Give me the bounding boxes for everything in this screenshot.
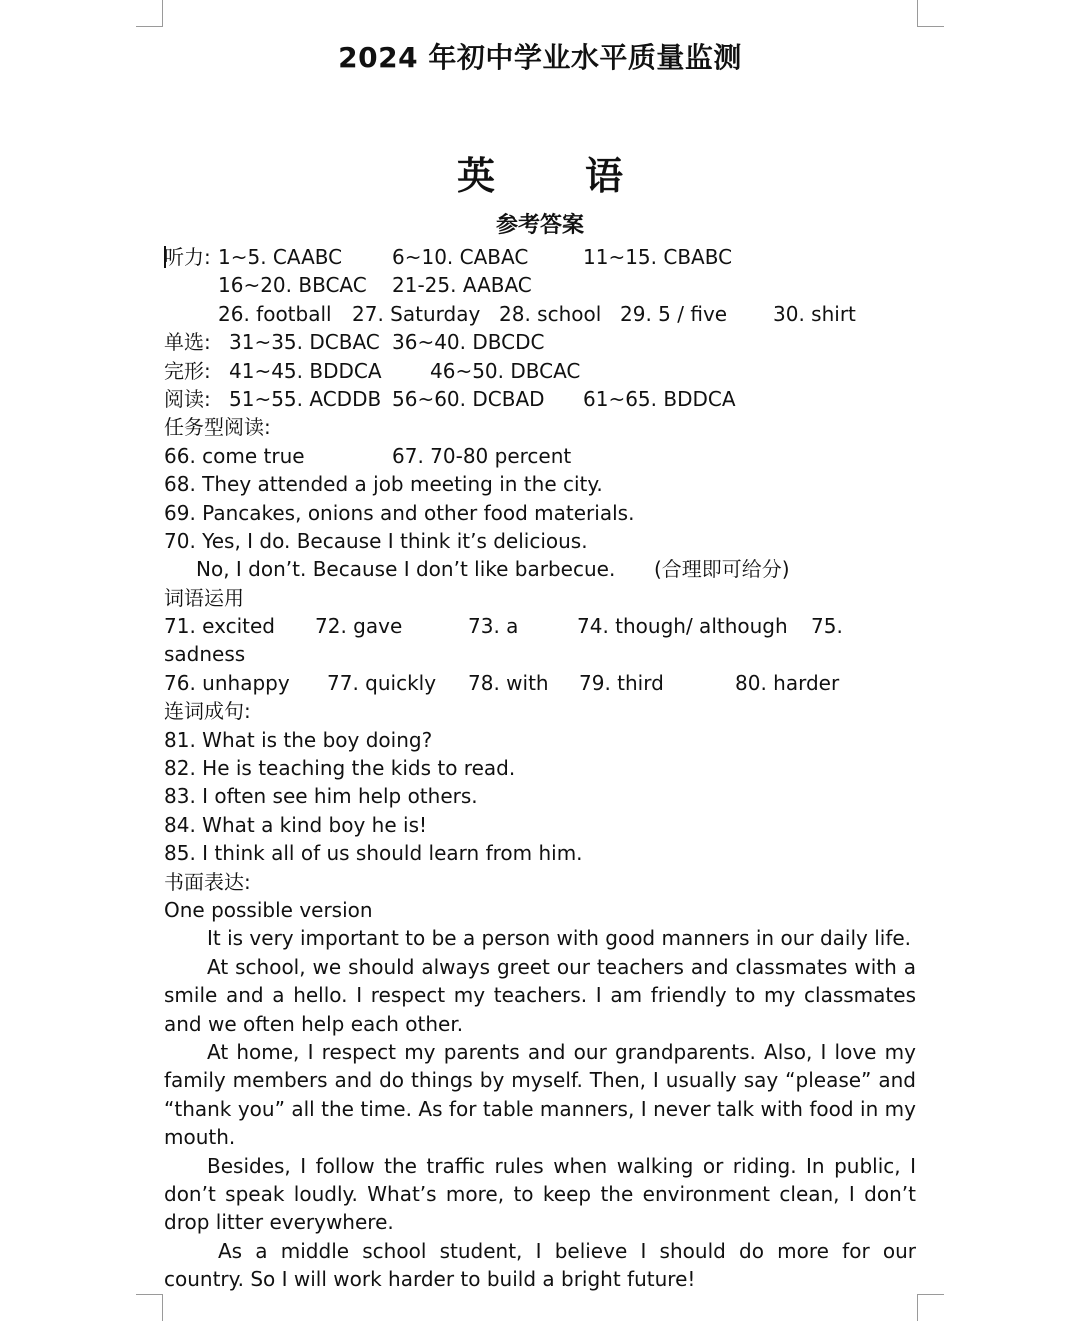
essay-paragraph: Besides, I follow the traffic rules when walking or riding. In public, I don’t speak loudly. What’s more, to keep the environment clean, I don’t drop litter everywhere. bbox=[164, 1153, 916, 1235]
essay-paragraph: As a middle school student, I believe I should do more for our country. So I will work harder to build a bright future! bbox=[164, 1238, 916, 1292]
sentence-answer: 83. I often see him help others. bbox=[164, 784, 478, 809]
writing-label: 书面表达: bbox=[164, 869, 251, 894]
answer-item: 28. school bbox=[499, 301, 602, 326]
answer-item: 41~45. BDDCA bbox=[229, 358, 382, 383]
answer-item: 75. bbox=[811, 614, 843, 639]
crop-mark-top-left bbox=[136, 0, 163, 27]
essay-paragraph: It is very important to be a person with good manners in our daily life. bbox=[207, 926, 912, 951]
answer-item: 51~55. ACDDB bbox=[229, 386, 382, 411]
crop-mark-bottom-left bbox=[136, 1294, 163, 1321]
answer-line-alt bbox=[164, 555, 916, 583]
answer-item: 21-25. AABAC bbox=[392, 273, 532, 298]
answer-key-body bbox=[164, 243, 916, 1294]
reading-row bbox=[164, 385, 916, 413]
sentence-answer: 82. He is teaching the kids to read. bbox=[164, 756, 516, 781]
reading-label: 阅读: bbox=[164, 386, 211, 411]
answer-item: 78. with bbox=[468, 670, 549, 695]
crop-mark-bottom-right bbox=[917, 1294, 944, 1321]
writing-version: One possible version bbox=[164, 897, 373, 922]
answer-item: 73. a bbox=[468, 614, 519, 639]
essay-paragraph: At school, we should always greet our teachers and classmates with a smile and a hello. I respect my teachers. I am friendly to my classmates and we often help each other. bbox=[164, 954, 916, 1036]
answer-item: 36~40. DBCDC bbox=[392, 330, 545, 355]
word-use-row-1 bbox=[164, 612, 916, 640]
word-use-wrap: sadness bbox=[164, 642, 246, 667]
answer-item: 74. though/ although bbox=[577, 614, 788, 639]
word-use-label: 词语运用 bbox=[164, 585, 244, 610]
answer-item: 66. come true bbox=[164, 443, 305, 468]
word-use-row-2 bbox=[164, 669, 916, 697]
subject-title: 英 语 bbox=[456, 154, 649, 198]
answer-item: 61~65. BDDCA bbox=[583, 386, 736, 411]
sentences-label: 连词成句: bbox=[164, 699, 251, 724]
listening-row-2 bbox=[164, 271, 916, 299]
answer-item: 26. football bbox=[218, 301, 332, 326]
listening-row-1 bbox=[164, 243, 916, 271]
answer-item: 76. unhappy bbox=[164, 670, 290, 695]
answer-item: 16~20. BBCAC bbox=[218, 273, 367, 298]
answer-item: 46~50. DBCAC bbox=[430, 358, 581, 383]
answer-item: 72. gave bbox=[315, 614, 403, 639]
answer-item: 77. quickly bbox=[327, 670, 437, 695]
task-reading-label: 任务型阅读: bbox=[164, 415, 271, 440]
listening-label: 听力: bbox=[164, 245, 211, 269]
essay-paragraph: At home, I respect my parents and our grandparents. Also, I love my family members and do things by myself. Then, I usually say “please” and “thank you” all the time. As for table manners, I never talk with food in my mouth. bbox=[164, 1040, 916, 1150]
answer-item: 1~5. CAABC bbox=[218, 245, 343, 269]
grading-note: (合理即可给分) bbox=[654, 557, 790, 582]
sentence-answer: 81. What is the boy doing? bbox=[164, 727, 433, 752]
answer-item: 29. 5 / five bbox=[620, 301, 728, 326]
answer-item: No, I don’t. Because I don’t like barbecue. bbox=[196, 557, 616, 582]
answer-item: 56~60. DCBAD bbox=[392, 386, 545, 411]
single-choice-label: 单选: bbox=[164, 330, 211, 355]
task-reading-row bbox=[164, 442, 916, 470]
answer-item: 11~15. CBABC bbox=[583, 245, 733, 269]
answer-line: 68. They attended a job meeting in the city. bbox=[164, 472, 603, 497]
answer-key-title: 参考答案 bbox=[495, 213, 584, 238]
answer-line: 69. Pancakes, onions and other food materials. bbox=[164, 500, 635, 525]
cloze-label: 完形: bbox=[164, 358, 211, 383]
crop-mark-top-right bbox=[917, 0, 944, 27]
answer-item: 67. 70-80 percent bbox=[392, 443, 572, 468]
answer-item: 31~35. DCBAC bbox=[229, 330, 380, 355]
answer-item: 80. harder bbox=[735, 670, 840, 695]
answer-line: 70. Yes, I do. Because I think it’s delicious. bbox=[164, 528, 588, 553]
cloze-row bbox=[164, 357, 916, 385]
single-choice-row bbox=[164, 328, 916, 356]
sentence-answer: 84. What a kind boy he is! bbox=[164, 812, 428, 837]
answer-item: 30. shirt bbox=[773, 301, 856, 326]
listening-row-3 bbox=[164, 300, 916, 328]
answer-item: 6~10. CABAC bbox=[392, 245, 529, 269]
exam-title: 2024 年初中学业水平质量监测 bbox=[338, 41, 742, 74]
answer-item: 79. third bbox=[579, 670, 664, 695]
answer-item: 27. Saturday bbox=[352, 301, 481, 326]
answer-item: 71. excited bbox=[164, 614, 275, 639]
sentence-answer: 85. I think all of us should learn from him. bbox=[164, 841, 583, 866]
